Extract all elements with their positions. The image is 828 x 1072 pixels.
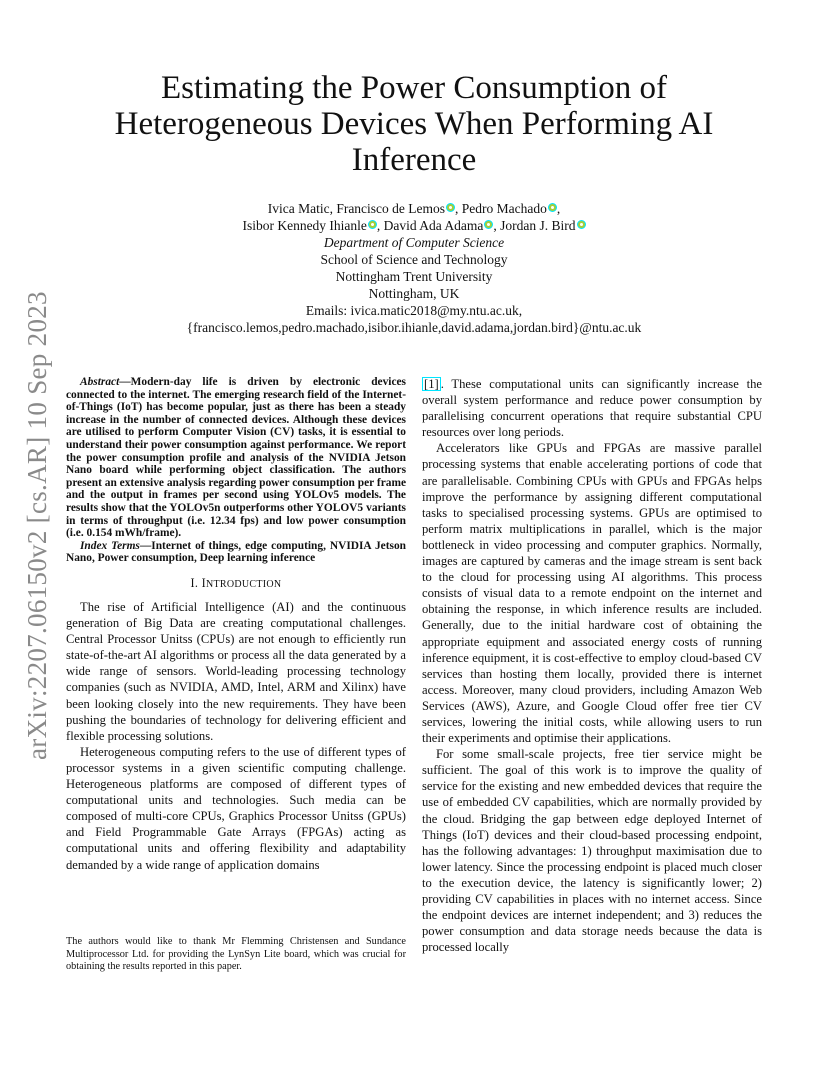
paragraph-text: . These computational units can significantly increase the overall system performance and reduce power consumption by parallelising concurrent operations that require substantial CPU resources over long periods. <box>422 377 762 440</box>
author-names-3: Isibor Kennedy Ihianle <box>242 218 367 233</box>
abstract-lead: Abstract <box>80 376 120 388</box>
author-names-4: , David Ada Adama <box>376 218 484 233</box>
author-names-2: , Pedro Machado <box>455 201 547 216</box>
orcid-icon[interactable] <box>577 220 586 229</box>
paragraph: Heterogeneous computing refers to the use of different types of processor systems in a given scientific computing challenge. Heterogeneous platforms are composed of different types of computational units and technologies. Such media can be composed of multi-core CPUs, Graphics Processor Unitss (GPUs) and Field Programmable Gate Arrays (FPGAs) acting as computational units and offering flexibility and adaptability demanded by a wide range of application domains <box>66 744 406 872</box>
section-number: I. I <box>190 575 206 590</box>
author-names-5: , Jordan J. Bird <box>493 218 576 233</box>
abstract-text: —Modern-day life is driven by electronic devices connected to the internet. The emerging research field of the Internet-of-Things (IoT) has become popular, just as there has been a steady increase in the number of connected devices. Although these devices are utilised to perform Computer Vision (CV) tasks, it is essential to understand their power consumption against performance. We report the power consumption profile and analysis of the NVIDIA Jetson Nano board while performing object classification. The authors present an extensive analysis regarding power consumption per frame and the output in frames per second using YOLOv5 models. The results show that the YOLOv5n outperforms other YOLOV5 variants in terms of throughput (i.e. 12.34 fps) and low power consumption (i.e. 0.154 mWh/frame). <box>66 376 406 540</box>
orcid-icon[interactable] <box>368 220 377 229</box>
index-terms-lead: Index Terms <box>80 539 140 552</box>
title-line-3: Inference <box>351 142 477 178</box>
paragraph: The rise of Artificial Intelligence (AI) and the continuous generation of Big Data are creating computational challenges. Central Processor Unitss (CPUs) are not enough to efficiently run state-of-the-art AI algorithms or process all the data generated by a wide range of sensors. World-leading processing technology companies (such as NVIDIA, AMD, Intel, ARM and Xilinx) have been looking closely into the new requirements. They have been pushing the boundaries of technology for delivering efficient and flexible processing solutions. <box>66 600 406 743</box>
title-line-1: Estimating the Power Consumption of <box>161 70 667 106</box>
index-terms-text: —Internet of things, edge computing, NVIDIA Jetson Nano, Power consumption, Deep learning inference <box>66 539 406 565</box>
orcid-icon[interactable] <box>548 203 557 212</box>
paper-title <box>90 70 738 178</box>
paragraph <box>422 376 762 440</box>
author-names-1: Ivica Matic, Francisco de Lemos <box>267 201 446 216</box>
city: Nottingham, UK <box>368 286 460 301</box>
section-name: NTRODUCTION <box>205 578 282 590</box>
author-names-2-end: , <box>556 201 561 216</box>
left-column <box>66 376 406 873</box>
abstract <box>66 376 406 540</box>
department: Department of Computer Science <box>323 235 505 250</box>
section-heading <box>66 575 406 593</box>
index-terms <box>66 540 406 565</box>
title-line-2: Heterogeneous Devices When Performing AI <box>114 106 714 142</box>
citation-link[interactable]: [1] <box>424 377 439 391</box>
right-column <box>422 376 762 955</box>
emails-line-1: Emails: ivica.matic2018@my.ntu.ac.uk, <box>305 303 523 318</box>
school: School of Science and Technology <box>320 252 508 267</box>
footnote: The authors would like to thank Mr Flemming Christensen and Sundance Multiprocessor Ltd. for providing the LynSyn Lite board, which was crucial for obtaining the results reported in this paper. <box>66 936 406 973</box>
emails-line-2: {francisco.lemos,pedro.machado,isibor.ihianle,david.adama,jordan.bird}@ntu.ac.uk <box>186 320 642 335</box>
university: Nottingham Trent University <box>335 269 493 284</box>
arxiv-stamp: arXiv:2207.06150v2 [cs.AR] 10 Sep 2023 <box>22 291 52 760</box>
paragraph: Accelerators like GPUs and FPGAs are massive parallel processing systems that enable accelerating portions of code that are parallelisable. Combining CPUs with GPUs and FPGAs helps improve the performance by assigning different computational tasks to specialised processing systems. GPUs are optimised to perform matrix multiplications in parallel, which is the major bottleneck in video processing and computer graphics. Normally, images are captured by cameras and the image stream is sent back to the cloud for processing using AI algorithms. This process consists of visual data to a remote endpoint on the internet and obtaining the response, in which inference results are included. Generally, due to the initial hardware cost of obtaining the appropriate equipment and associated energy costs of running inference equipment, it is cost-effective to employ cloud-based CV services than hosting them locally, provided there is internet access. Moreover, many cloud providers, including Amazon Web Services (AWS), Azure, and Google Cloud offer free tier CV services, lowering the initial costs, while allowing users to run their experiments and optimise their applications. <box>422 441 762 746</box>
author-line-1 <box>120 200 708 217</box>
paragraph: For some small-scale projects, free tier service might be sufficient. The goal of this work is to improve the quality of service for the existing and new embedded devices that require the use of embedded CV capabilities, which are normally provided by the cloud. Bridging the gap between edge deployed Internet of Things (IoT) devices and their cloud-based processing endpoint, has the following advantages: 1) throughput maximisation due to lower latency. Since the processing endpoint is placed much closer to the execution device, the latency is significantly lower; 2) providing CV capabilities in places with no internet access. Since the endpoint devices are internet independent; and 3) reduces the power consumption and data storage needs because the data is processed locally <box>422 747 762 955</box>
orcid-icon[interactable] <box>446 203 455 212</box>
author-block <box>120 200 708 336</box>
author-line-2 <box>120 217 708 234</box>
